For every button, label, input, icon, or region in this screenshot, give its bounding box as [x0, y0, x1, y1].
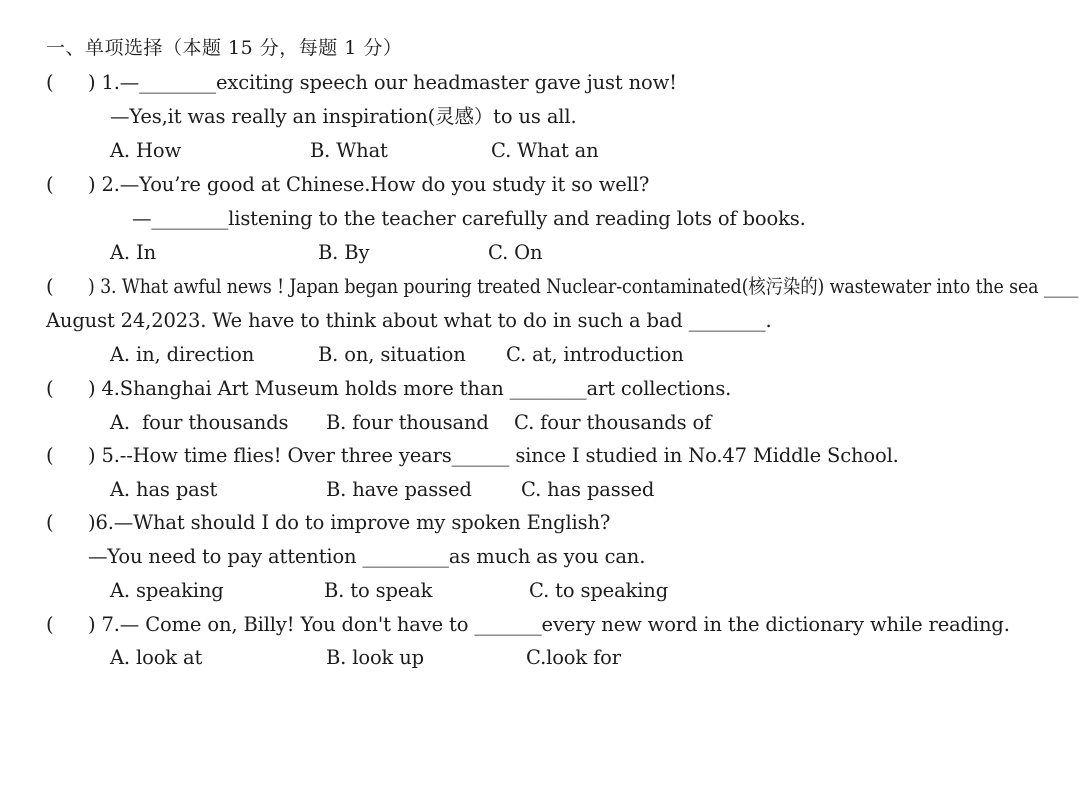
question-reply: —________listening to the teacher carefully and reading lots of books.: [132, 207, 806, 230]
question-6: [0, 508, 611, 538]
question-stem: ) 7.— Come on, Billy! You don't have to _______every new word in the dictionary while reading.: [88, 613, 1010, 636]
question-reply: —Yes,it was really an inspiration(灵感）to us all.: [110, 105, 577, 128]
question-6-options: [0, 576, 669, 606]
option-b: B. have passed: [326, 478, 472, 501]
option-c: C. four thousands of: [514, 411, 712, 434]
question-stem: ) 1.—________exciting speech our headmaster gave just now!: [88, 71, 677, 94]
option-a: A. In: [110, 241, 156, 264]
option-b: B. What: [310, 139, 388, 162]
question-5-options: [0, 475, 655, 505]
question-2-line2: [0, 204, 806, 234]
question-3-line2: [0, 306, 772, 336]
question-1-line2: [0, 102, 577, 132]
answer-bracket[interactable]: (: [46, 613, 54, 636]
section-title: 一、单项选择（本题 15 分，每题 1 分）: [46, 37, 403, 59]
option-a: A. How: [110, 139, 182, 162]
question-stem: )6.—What should I do to improve my spoken English?: [88, 511, 611, 534]
answer-bracket[interactable]: (: [46, 71, 54, 94]
option-b: B. four thousand: [326, 411, 489, 434]
question-4-options: [0, 408, 712, 438]
question-3: [0, 272, 1079, 302]
answer-bracket[interactable]: (: [46, 275, 54, 298]
option-a: A. has past: [110, 478, 218, 501]
question-5: [0, 441, 899, 471]
question-3-options: [0, 340, 684, 370]
answer-bracket[interactable]: (: [46, 511, 54, 534]
option-c: C. at, introduction: [506, 343, 684, 366]
option-a: A. in, direction: [110, 343, 255, 366]
option-b: B. to speak: [324, 579, 433, 602]
option-c: C. On: [488, 241, 543, 264]
question-2: [0, 170, 650, 200]
option-c: C. has passed: [521, 478, 655, 501]
option-a: A. look at: [110, 646, 203, 669]
question-1-options: [0, 136, 599, 166]
option-a: A. four thousands: [110, 411, 289, 434]
question-1: [0, 68, 677, 98]
option-b: B. By: [318, 241, 370, 264]
question-2-options: [0, 238, 543, 268]
question-7: [0, 610, 1010, 640]
answer-bracket[interactable]: (: [46, 444, 54, 467]
question-6-line2: [0, 542, 646, 572]
question-7-options: [0, 643, 621, 673]
option-a: A. speaking: [110, 579, 224, 602]
option-c: C.look for: [526, 646, 621, 669]
option-c: C. to speaking: [529, 579, 669, 602]
question-continuation: August 24,2023. We have to think about what to do in such a bad ________.: [46, 309, 772, 332]
question-stem: ) 2.—You’re good at Chinese.How do you study it so well?: [88, 173, 650, 196]
question-stem: ) 4.Shanghai Art Museum holds more than ________art collections.: [88, 377, 732, 400]
question-reply: —You need to pay attention _________as much as you can.: [88, 545, 646, 568]
question-stem: ) 5.--How time flies! Over three years______ since I studied in No.47 Middle School.: [88, 444, 899, 467]
question-4: [0, 374, 732, 404]
answer-bracket[interactable]: (: [46, 377, 54, 400]
option-b: B. look up: [326, 646, 424, 669]
answer-bracket[interactable]: (: [46, 173, 54, 196]
question-stem: ) 3. What awful news ! Japan began pouring treated Nuclear-contaminated(核污染的) wastewater into the sea ____: [88, 275, 1079, 298]
option-b: B. on, situation: [318, 343, 466, 366]
option-c: C. What an: [491, 139, 599, 162]
